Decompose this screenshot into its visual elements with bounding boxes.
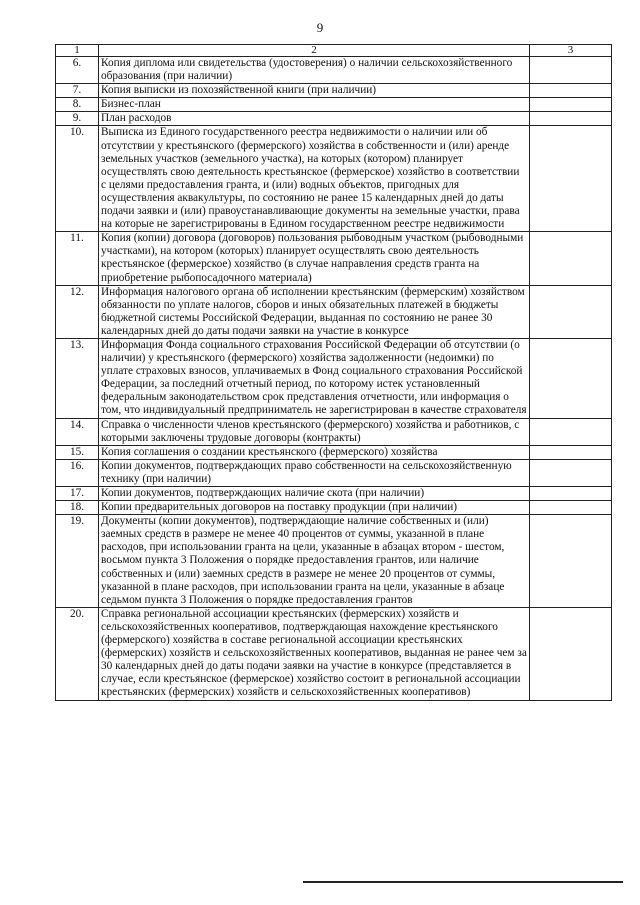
row-document-name: Копия соглашения о создании крестьянского (фермерского) хозяйства bbox=[99, 445, 530, 459]
row-col-3 bbox=[530, 515, 612, 608]
table-row bbox=[56, 418, 612, 445]
table-row bbox=[56, 501, 612, 515]
table-row bbox=[56, 285, 612, 338]
row-col-3 bbox=[530, 84, 612, 98]
header-col-3: 3 bbox=[530, 45, 612, 57]
table-row bbox=[56, 98, 612, 112]
row-col-3 bbox=[530, 338, 612, 418]
row-number: 9. bbox=[56, 112, 99, 126]
row-number: 11. bbox=[56, 232, 99, 285]
row-document-name: Справка региональной ассоциации крестьянских (фермерских) хозяйств и сельскохозяйственных кооперативов, подтверждающая нахождение крестьянского (фермерского) хозяйства в составе региональной ассоциации крестьянских (фермерских) хозяйств и сельскохозяйственных кооперативов, выданная не ранее чем за 30 календарных дней до даты подачи заявки на участие в конкурсе (представляется в случае, если крестьянское (фермерское) хозяйство состоит в региональной ассоциации крестьянских (фермерских) хозяйств и сельскохозяйственных кооперативов) bbox=[99, 607, 530, 700]
table-row bbox=[56, 445, 612, 459]
table-row bbox=[56, 515, 612, 608]
row-number: 12. bbox=[56, 285, 99, 338]
table-row bbox=[56, 459, 612, 486]
table-row bbox=[56, 338, 612, 418]
row-col-3 bbox=[530, 418, 612, 445]
row-number: 7. bbox=[56, 84, 99, 98]
row-col-3 bbox=[530, 487, 612, 501]
row-col-3 bbox=[530, 607, 612, 700]
row-document-name: Копия (копии) договора (договоров) пользования рыбоводным участком (рыбоводными участками), на котором (которых) планирует осуществлять свою деятельность крестьянское (фермерское) хозяйство (в случае направления средств гранта на приобретение рыбопосадочного материала) bbox=[99, 232, 530, 285]
row-number: 13. bbox=[56, 338, 99, 418]
row-col-3 bbox=[530, 126, 612, 232]
row-document-name: Информация налогового органа об исполнении крестьянским (фермерским) хозяйством обязанности по уплате налогов, сборов и иных обязательных платежей в бюджеты бюджетной системы Российской Федерации, выданная по состоянию не ранее 30 календарных дней до даты подачи заявки на участие в конкурсе bbox=[99, 285, 530, 338]
header-col-2: 2 bbox=[99, 45, 530, 57]
row-number: 8. bbox=[56, 98, 99, 112]
row-number: 19. bbox=[56, 515, 99, 608]
row-col-3 bbox=[530, 57, 612, 84]
row-number: 14. bbox=[56, 418, 99, 445]
row-document-name: Копия выписки из похозяйственной книги (при наличии) bbox=[99, 84, 530, 98]
row-document-name: Копия диплома или свидетельства (удостоверения) о наличии сельскохозяйственного образования (при наличии) bbox=[99, 57, 530, 84]
row-col-3 bbox=[530, 459, 612, 486]
row-document-name: Копии документов, подтверждающих право собственности на сельскохозяйственную технику (при наличии) bbox=[99, 459, 530, 486]
table-row bbox=[56, 84, 612, 98]
table-row bbox=[56, 232, 612, 285]
row-number: 18. bbox=[56, 501, 99, 515]
row-number: 16. bbox=[56, 459, 99, 486]
row-col-3 bbox=[530, 445, 612, 459]
bottom-rule bbox=[303, 881, 623, 883]
row-col-3 bbox=[530, 98, 612, 112]
row-col-3 bbox=[530, 112, 612, 126]
table-row bbox=[56, 487, 612, 501]
header-col-1: 1 bbox=[56, 45, 99, 57]
table-row bbox=[56, 607, 612, 700]
row-document-name: Документы (копии документов), подтверждающие наличие собственных и (или) заемных средств в размере не менее 40 процентов от суммы, указанной в плане расходов, при использовании гранта на цели, указанные в абзацах втором - шестом, восьмом пункта 3 Положения о порядке предоставления грантов, или наличие собственных и (или) заемных средств в размере не менее 20 процентов от суммы, указанной в плане расходов, при использовании гранта на цели, указанные в абзаце седьмом пункта 3 Положения о порядке предоставления грантов bbox=[99, 515, 530, 608]
row-document-name: Выписка из Единого государственного реестра недвижимости о наличии или об отсутствии у крестьянского (фермерского) хозяйства в собственности и (или) аренде земельных участков (земельного участка), на которых (котором) планирует осуществлять свою деятельность крестьянское (фермерское) хозяйство в соответствии с целями предоставления гранта, и (или) водных объектов, пригодных для осуществления аквакультуры, по состоянию не ранее 15 календарных дней до даты подачи заявки и (или) правоустанавливающие документы на земельные участки, права на которые не зарегистрированы в Едином государственном реестре недвижимости bbox=[99, 126, 530, 232]
row-number: 20. bbox=[56, 607, 99, 700]
row-number: 10. bbox=[56, 126, 99, 232]
row-col-3 bbox=[530, 501, 612, 515]
row-document-name: План расходов bbox=[99, 112, 530, 126]
row-document-name: Бизнес-план bbox=[99, 98, 530, 112]
row-number: 6. bbox=[56, 57, 99, 84]
row-document-name: Информация Фонда социального страхования Российской Федерации об отсутствии (о наличии) у крестьянского (фермерского) хозяйства задолженности (недоимки) по уплате страховых взносов, уплачиваемых в Фонд социального страхования Российской Федерации, за последний отчетный период, по которому истек установленный федеральным законодательством срок представления отчетности, или информация о том, что индивидуальный предприниматель не зарегистрирован в качестве страхователя bbox=[99, 338, 530, 418]
row-col-3 bbox=[530, 232, 612, 285]
documents-table bbox=[55, 44, 612, 701]
row-number: 17. bbox=[56, 487, 99, 501]
page-number: 9 bbox=[316, 20, 324, 35]
table-header-row bbox=[56, 45, 612, 57]
row-document-name: Копии предварительных договоров на поставку продукции (при наличии) bbox=[99, 501, 530, 515]
table-row bbox=[56, 126, 612, 232]
row-document-name: Справка о численности членов крестьянского (фермерского) хозяйства и работников, с которыми заключены трудовые договоры (контракты) bbox=[99, 418, 530, 445]
row-col-3 bbox=[530, 285, 612, 338]
row-document-name: Копии документов, подтверждающих наличие скота (при наличии) bbox=[99, 487, 530, 501]
row-number: 15. bbox=[56, 445, 99, 459]
table-row bbox=[56, 57, 612, 84]
table-row bbox=[56, 112, 612, 126]
